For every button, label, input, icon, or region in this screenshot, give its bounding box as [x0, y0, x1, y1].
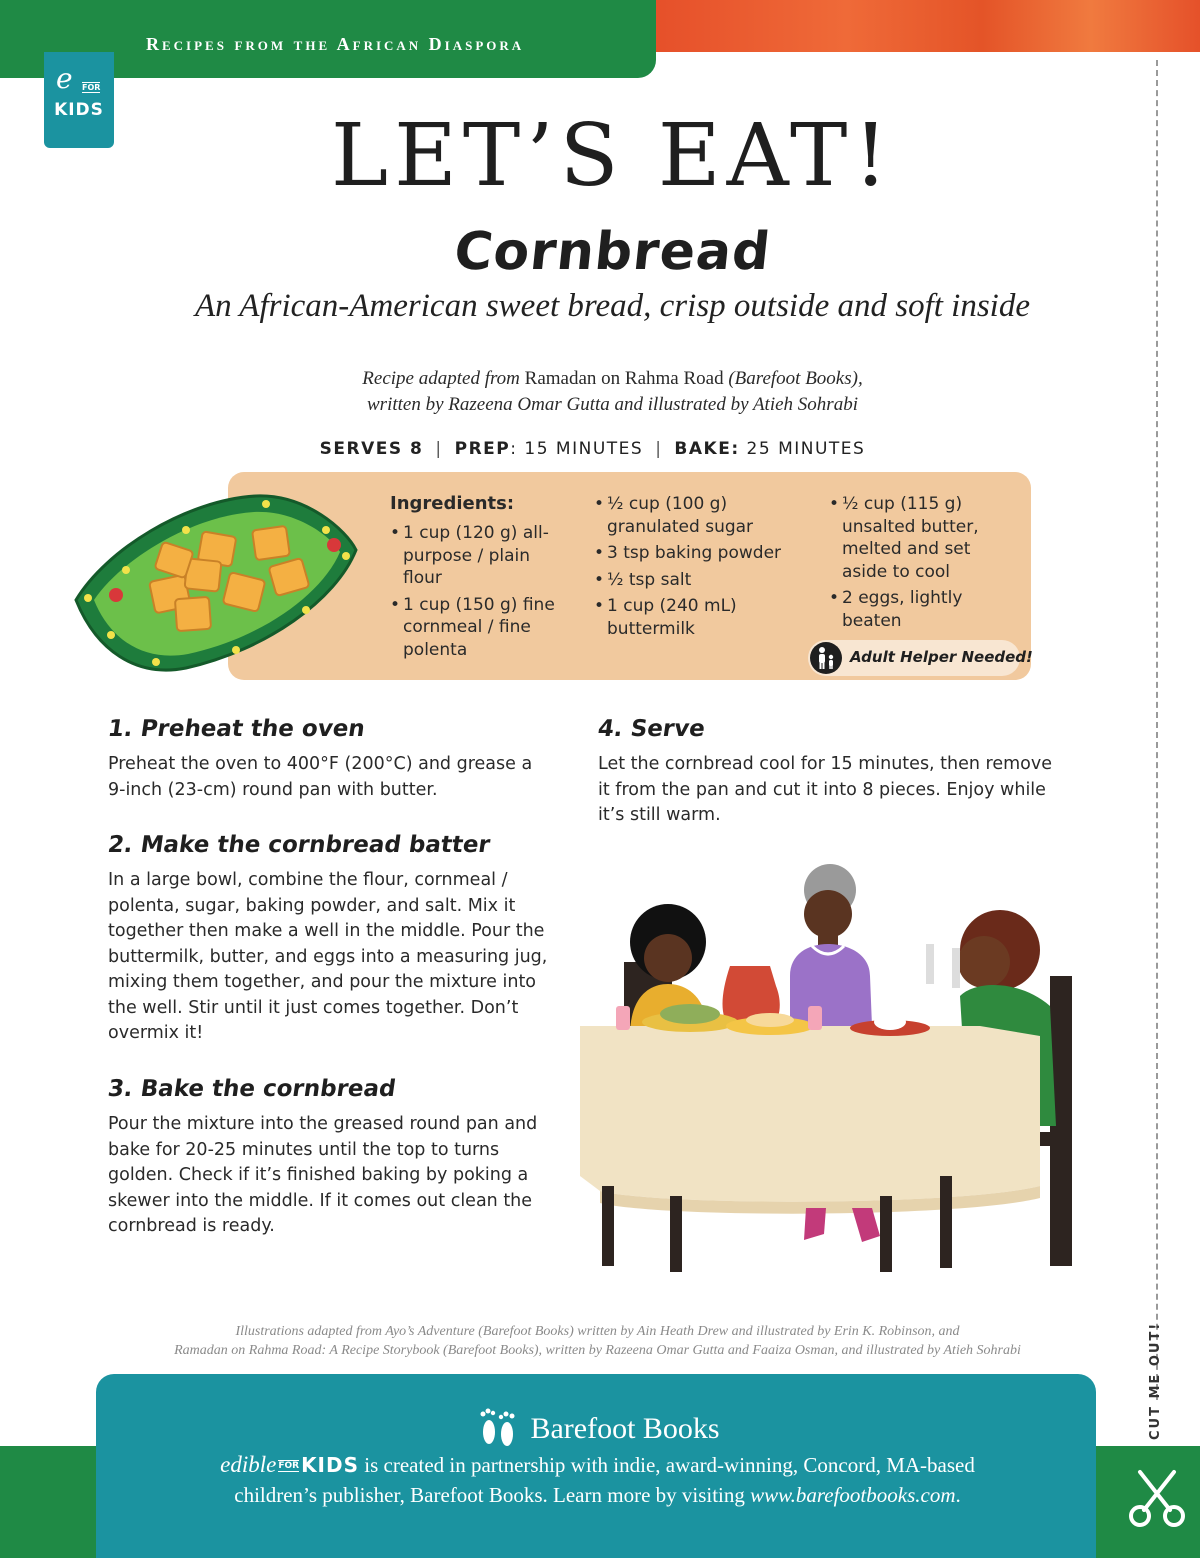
series-title: Recipes from the African Diaspora	[146, 34, 525, 54]
footer-line-2-end: .	[955, 1483, 961, 1507]
cut-me-out-label: CUT ME OUT!	[1148, 1321, 1163, 1440]
adult-helper-badge	[808, 640, 1033, 676]
logo-letter: e	[56, 62, 73, 95]
illustration-credit-line-1: Illustrations adapted from Ayo’s Adventure (Barefoot Books) written by Ain Heath Drew and illustrated by Erin K. Robinson, and	[235, 1324, 960, 1339]
adult-helper-label: Adult Helper Needed!	[850, 648, 1033, 666]
illustration-credit-line-2: Ramadan on Rahma Road: A Recipe Storybook (Barefoot Books), written by Razeena Omar Gutta and Faaiza Osman, and illustrated by Atieh Sohrabi	[174, 1343, 1021, 1358]
ingredients-heading: Ingredients:	[390, 493, 515, 514]
meta-separator: |	[655, 439, 663, 459]
ingredient-item: • 2 eggs, lightly beaten	[829, 587, 1004, 632]
logo-kids: KIDS	[54, 100, 104, 120]
step-3-text: Pour the mixture into the greased round pan and bake for 20-25 minutes until the top to turns golden. Check if it’s finished baking by poking a skewer into the middle. If it comes out clean the cornbread is ready.	[108, 1114, 538, 1236]
credit-book-title: Ramadan on Rahma Road	[524, 368, 724, 389]
footer-line-1-text: is created in partnership with indie, award-winning, Concord, MA-based	[359, 1453, 975, 1477]
footer-for: FOR	[278, 1461, 300, 1471]
step-2-text: In a large bowl, combine the flour, cornmeal / polenta, sugar, baking powder, and salt. Mix it together then make a well in the middle. Pour the buttermilk, butter, and eggs into a measuring jug, mixing them together, and pour the mixture into the well. Stir until it just comes together. Don’t overmix it!	[108, 870, 548, 1043]
ingredient-item: • 3 tsp baking powder	[594, 542, 804, 565]
recipe-meta	[0, 439, 1185, 459]
ingredients-column-2	[594, 493, 804, 644]
prep-value: : 15 MINUTES	[510, 439, 644, 459]
serves-label: SERVES 8	[319, 439, 424, 459]
scissors-icon	[1126, 1466, 1188, 1528]
ingredients-column-3	[829, 493, 1004, 636]
ingredient-item: • 1 cup (240 mL) buttermilk	[594, 595, 804, 640]
recipe-credit-line-2: written by Razeena Omar Gutta and illustrated by Atieh Sohrabi	[367, 394, 858, 415]
recipe-credit-line-1	[0, 368, 1200, 390]
recipe-title: Cornbread	[451, 222, 774, 282]
ingredient-item: • ½ cup (100 g) granulated sugar	[594, 493, 804, 538]
bake-value: 25 MINUTES	[739, 439, 866, 459]
header-orange-band	[656, 0, 1200, 52]
logo-for: FOR	[82, 83, 101, 92]
person-with-child-icon	[810, 642, 842, 674]
meta-separator: |	[435, 439, 443, 459]
recipe-subtitle: An African-American sweet bread, crisp outside and soft inside	[195, 288, 1030, 324]
credit-suffix: (Barefoot Books),	[723, 368, 863, 389]
bake-label: BAKE:	[674, 439, 740, 459]
footer-url: www.barefootbooks.com	[750, 1483, 956, 1507]
page-title: LET’S EAT!	[331, 106, 894, 206]
footer-line-2	[0, 1483, 1195, 1508]
family-dinner-illustration	[580, 856, 1080, 1276]
step-1-text: Preheat the oven to 400°F (200°C) and grease a 9-inch (23-cm) round pan with butter.	[108, 754, 533, 800]
cornbread-platter-illustration	[66, 490, 366, 680]
footer-line-2-text: children’s publisher, Barefoot Books. Learn more by visiting	[234, 1483, 751, 1507]
ingredient-item: • 1 cup (150 g) fine cornmeal / fine polenta	[390, 594, 560, 662]
step-2-title: 2. Make the cornbread batter	[106, 832, 492, 858]
prep-label: PREP	[454, 439, 511, 459]
step-3-title: 3. Bake the cornbread	[106, 1076, 398, 1102]
ingredient-item: • ½ tsp salt	[594, 569, 804, 592]
footprints-icon	[475, 1404, 519, 1454]
barefoot-books-logo	[0, 1404, 1195, 1454]
ingredient-item: • ½ cup (115 g) unsalted butter, melted and set aside to cool	[829, 493, 1004, 583]
footer-edible: edible	[220, 1452, 277, 1477]
footer-kids: KIDS	[301, 1453, 360, 1477]
footer-line-1	[0, 1452, 1195, 1478]
credit-prefix: Recipe adapted from	[362, 368, 525, 389]
step-4-text: Let the cornbread cool for 15 minutes, then remove it from the pan and cut it into 8 pieces. Enjoy while it’s still warm.	[598, 754, 1053, 825]
step-1-title: 1. Preheat the oven	[106, 716, 367, 742]
ingredient-item: • 1 cup (120 g) all-purpose / plain flour	[390, 522, 560, 590]
step-4-title: 4. Serve	[596, 716, 707, 742]
ingredients-column-1	[390, 522, 560, 665]
publisher-name: Barefoot Books	[530, 1412, 720, 1445]
